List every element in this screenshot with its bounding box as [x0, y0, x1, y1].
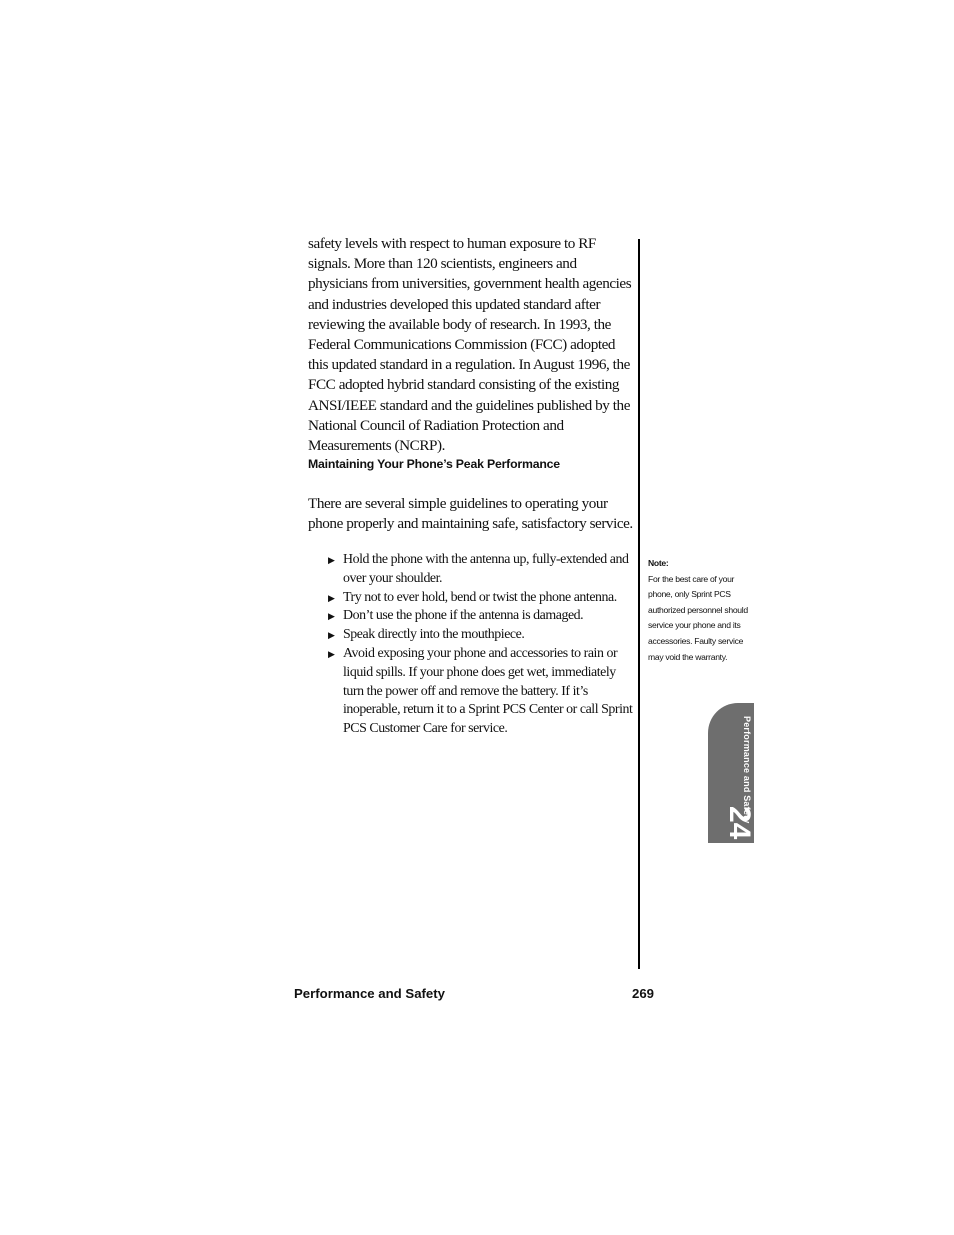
bullet-arrow-icon: ▶ — [328, 593, 335, 604]
bullet-arrow-icon: ▶ — [328, 612, 335, 623]
body-paragraph-1-text: safety levels with respect to human exposure to RF signals. More than 120 scientists, engineers and physicians from universities, government health agencies and industries developed this updated standard after reviewing the available body of research. In 1993, the Federal Communications Commission (FCC) adopted this updated standard in a regulation. In August 1996, the FCC adopted hybrid standard consisting of the existing ANSI/IEEE standard and the guidelines published by the National Council of Radiation Protection and Measurements (NCRP). — [308, 235, 632, 455]
list-item — [328, 626, 633, 645]
list-item — [328, 607, 633, 626]
list-item-text: Don’t use the phone if the antenna is damaged. — [343, 608, 584, 624]
sidebar-note — [648, 556, 748, 665]
list-item-text: Avoid exposing your phone and accessories to rain or liquid spills. If your phone does get wet, immediately turn the power off and remove the battery. If it’s inoperable, return it to a Sprint PCS Center or call Sprint PCS Customer Care for service. — [343, 645, 633, 737]
section-tab-number: 24 — [723, 806, 756, 840]
column-divider — [638, 239, 640, 969]
bullet-arrow-icon: ▶ — [328, 631, 335, 642]
note-text: For the best care of your phone, only Sprint PCS authorized personnel should service your phone and its accessories. Faulty service may void the warranty. — [648, 573, 748, 662]
list-item-text: Try not to ever hold, bend or twist the phone antenna. — [343, 589, 617, 605]
bullet-arrow-icon: ▶ — [328, 556, 335, 566]
note-label: Note: — [648, 558, 669, 568]
intro-paragraph: There are several simple guidelines to operating your phone properly and maintaining safe, satisfactory service. — [308, 495, 633, 533]
list-item — [328, 589, 633, 608]
list-item — [328, 551, 633, 589]
list-item — [328, 645, 633, 739]
body-paragraph-1 — [308, 234, 633, 456]
list-item-text: Speak directly into the mouthpiece. — [343, 627, 525, 643]
section-tab-label: Performance and Safety — [742, 716, 752, 824]
page-number: 269 — [632, 986, 655, 1001]
section-heading: Maintaining Your Phone’s Peak Performance — [308, 457, 560, 471]
bullet-arrow-icon: ▶ — [328, 649, 335, 660]
footer-section-title: Performance and Safety — [294, 986, 445, 1001]
list-item-text: Hold the phone with the antenna up, fully-extended and over your shoulder. — [343, 552, 629, 586]
guidelines-list — [328, 551, 633, 739]
